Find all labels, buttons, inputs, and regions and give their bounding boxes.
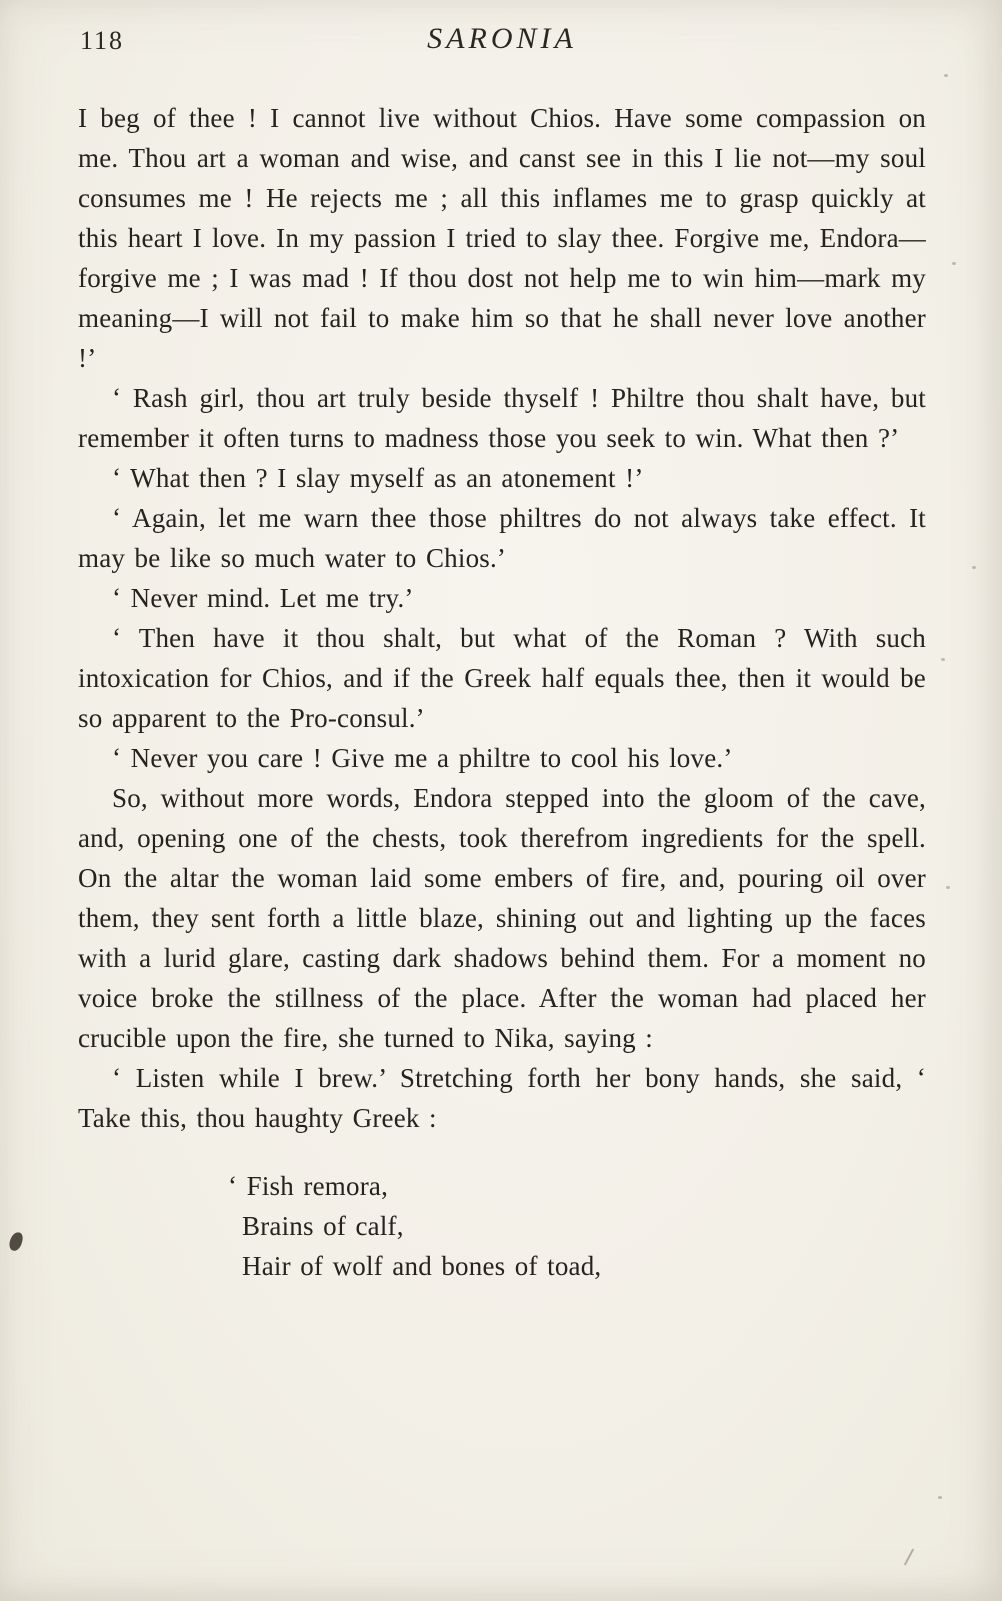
paragraph: ‘ Again, let me warn thee those philtres do not always take effect. It may be like so much water to Chios.’ [78, 503, 926, 573]
body-text [78, 98, 926, 1286]
paper-speck [952, 262, 956, 265]
verse-line: Hair of wolf and bones of toad, [242, 1251, 602, 1281]
paper-speck [944, 74, 948, 77]
verse-block [78, 1166, 926, 1286]
paper-scratch [904, 1549, 914, 1566]
paragraph: I beg of thee ! I cannot live without Chios. Have some compassion on me. Thou art a woman and wise, and canst see in this I lie not—my soul consumes me ! He rejects me ; all this inflames me to grasp quickly at this heart I love. In my passion I tried to slay thee. Forgive me, Endora—forgive me ; I was mad ! If thou dost not help me to win him—mark my meaning—I will not fail to make him so that he shall never love another !’ [78, 103, 926, 373]
paragraph: ‘ Rash girl, thou art truly beside thyself ! Philtre thou shalt have, but remember it often turns to madness those you seek to win. What then ?’ [78, 383, 926, 453]
page-content [78, 22, 926, 1286]
paragraph: ‘ Never you care ! Give me a philtre to cool his love.’ [112, 743, 733, 773]
page-header [78, 22, 926, 74]
paragraph: So, without more words, Endora stepped into the gloom of the cave, and, opening one of the chests, took therefrom ingredients for the spell. On the altar the woman laid some embers of fire, and, pouring oil over them, they sent forth a little blaze, shining out and lighting up the faces with a lurid glare, casting dark shadows behind them. For a moment no voice broke the stillness of the place. After the woman had placed her crucible upon the fire, she turned to Nika, saying : [78, 783, 926, 1053]
verse-line: ‘ Fish remora, [228, 1171, 389, 1201]
verse-line: Brains of calf, [242, 1211, 404, 1241]
paper-speck [972, 566, 976, 569]
paragraph: ‘ Then have it thou shalt, but what of the Roman ? With such intoxication for Chios, and if the Greek half equals thee, then it would be so apparent to the Pro-consul.’ [78, 623, 926, 733]
page-number: 118 [80, 26, 125, 55]
paragraph: ‘ Never mind. Let me try.’ [112, 583, 414, 613]
paper-speck [941, 658, 945, 661]
ink-blemish [8, 1231, 24, 1252]
paragraph: ‘ What then ? I slay myself as an atonement !’ [112, 463, 644, 493]
paragraph: ‘ Listen while I brew.’ Stretching forth her bony hands, she said, ‘ Take this, thou haughty Greek : [78, 1063, 926, 1133]
paper-speck [946, 886, 950, 889]
running-head-title: SARONIA [427, 22, 577, 55]
paper-speck [938, 1496, 942, 1499]
